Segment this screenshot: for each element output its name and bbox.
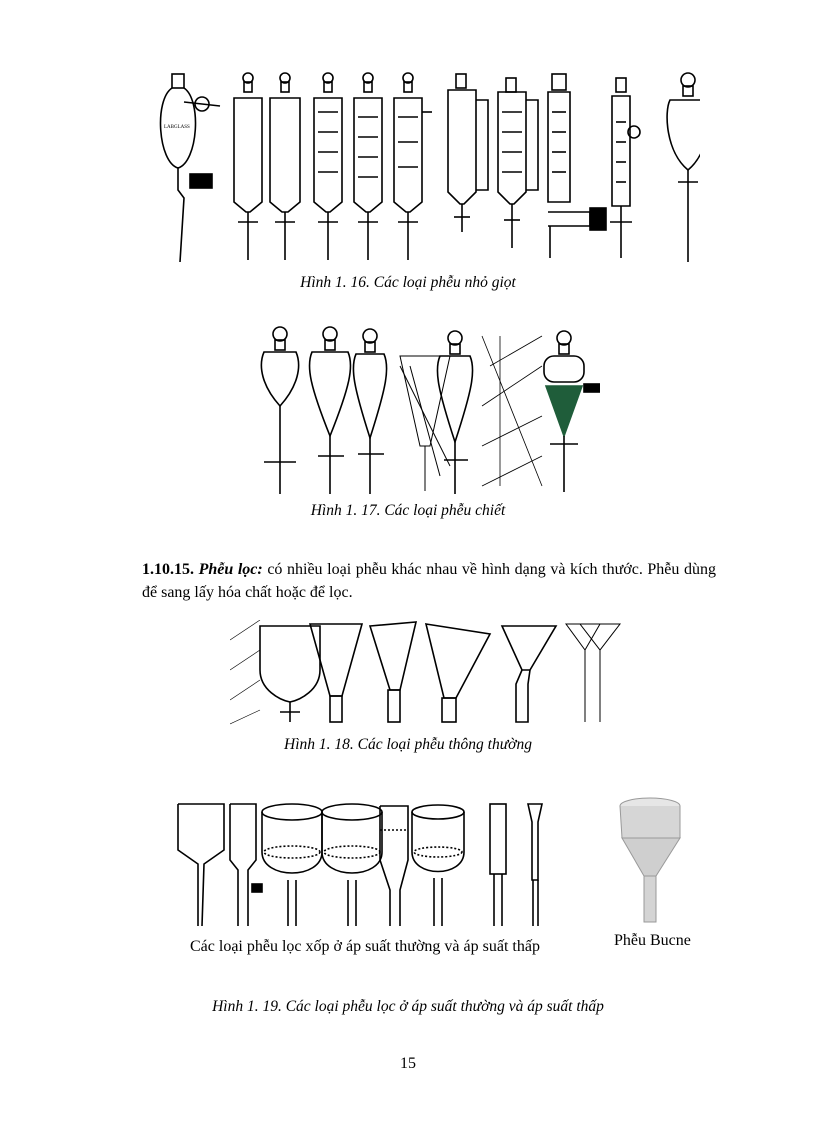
section-number: 1.10.15. <box>142 561 194 578</box>
section-paragraph <box>142 558 716 604</box>
page-number: 15 <box>400 1055 416 1072</box>
section-term: Phễu lọc: <box>198 561 263 578</box>
figure-filter-funnels <box>172 800 592 930</box>
dropping-funnel-image <box>161 74 220 262</box>
figure-caption: Hình 1. 17. Các loại phễu chiết <box>310 502 506 519</box>
buchner-funnel-image <box>610 796 690 926</box>
figure-dropping-funnels <box>150 72 700 267</box>
figure-separatory-funnels <box>250 326 600 496</box>
figure-caption: Hình 1. 19. Các loại phễu lọc ở áp suất thường và áp suất thấp <box>212 998 604 1015</box>
figure-ordinary-funnels <box>230 620 630 726</box>
figure-caption: Hình 1. 16. Các loại phễu nhỏ giọt <box>300 274 516 291</box>
svg-text:LABGLASS: LABGLASS <box>164 125 190 130</box>
section-text: có nhiều loại phễu khác nhau về hình dạng và kích thước. Phễu dùng để sang lấy hóa chất hoặc để lọc. <box>142 561 717 601</box>
figure-caption: Hình 1. 18. Các loại phễu thông thường <box>284 736 532 753</box>
porous-filter-label: Các loại phễu lọc xốp ở áp suất thường và áp suất thấp <box>190 938 540 955</box>
buchner-funnel-label: Phễu Bucne <box>614 932 691 949</box>
